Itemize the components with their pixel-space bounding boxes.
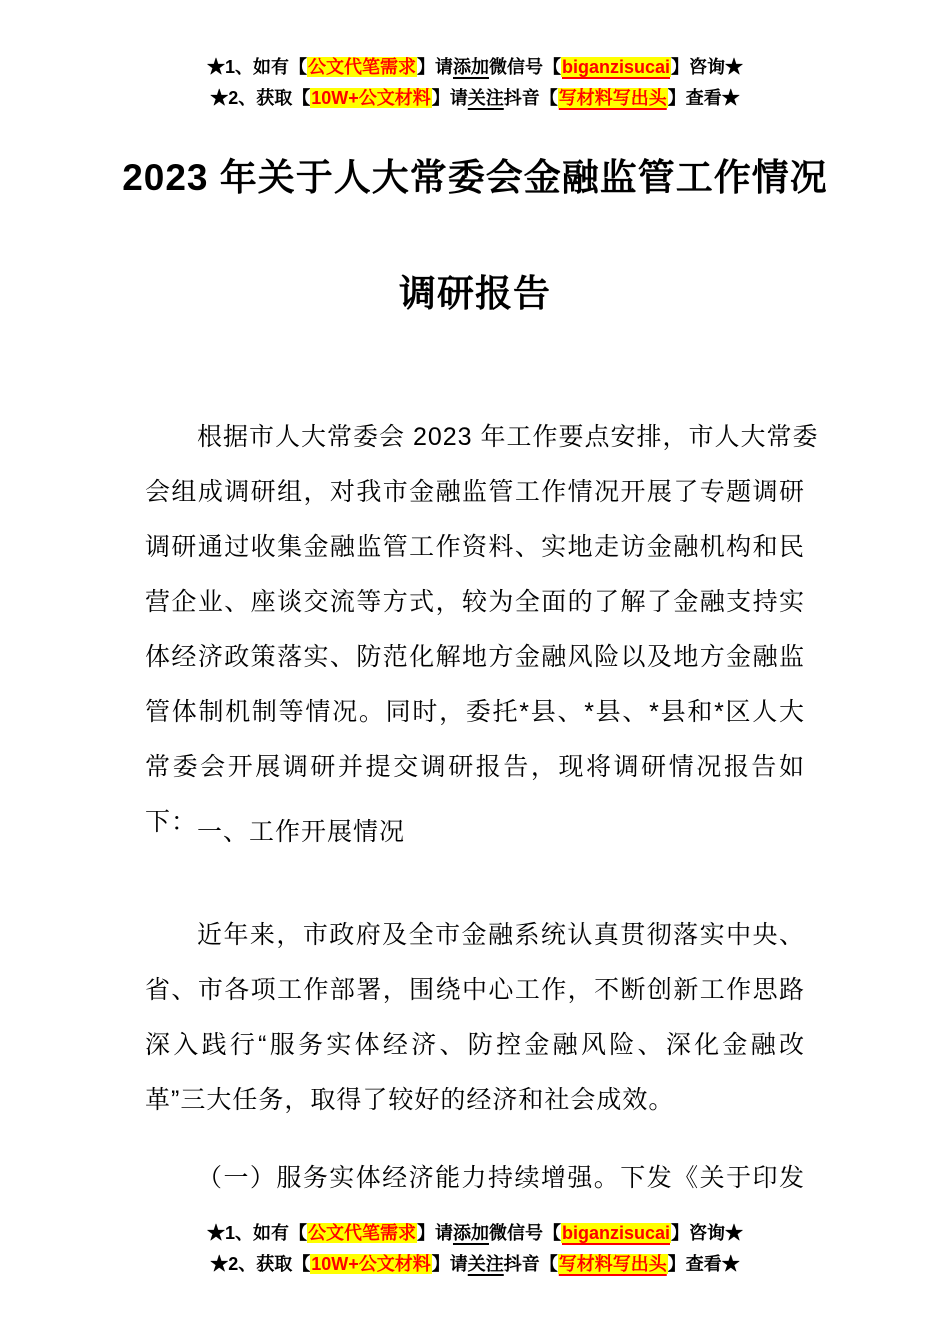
section-heading-1: 一、工作开展情况 [197,818,406,846]
douyin-name-highlight: 写材料写出头 [558,88,667,108]
promo-mid: 抖音【 [503,1254,558,1274]
body-line: （一）服务实体经济能力持续增强。下发《关于印发 [197,1164,805,1192]
paragraph-2 [145,908,805,1128]
promo-mid: 】请 [431,88,468,108]
body-line: 调研通过收集金融监管工作资料、实地走访金融机构和民 [145,533,805,561]
promo-mid: 微信号【 [488,1223,561,1243]
promo-suffix: 】咨询★ [671,1223,744,1243]
body-line: 革”三大任务，取得了较好的经济和社会成效。 [145,1086,675,1114]
promo-suffix: 】咨询★ [671,57,744,77]
material-keyword-highlight: 10W+公文材料 [311,88,431,108]
header-promo-line-2 [0,83,950,114]
promo-prefix: ★1、如有【 [206,1223,307,1243]
promo-prefix: ★2、获取【 [210,88,311,108]
promo-mid: 抖音【 [503,88,558,108]
promo-mid: 】请 [416,57,453,77]
body-line: 营企业、座谈交流等方式，较为全面的了解了金融支持实 [145,588,805,616]
body-line: 会组成调研组，对我市金融监管工作情况开展了专题调研 [145,478,805,506]
doc-title-line-1: 2023 年关于人大常委会金融监管工作情况 [122,157,828,198]
body-line: 根据市人大常委会 2023 年工作要点安排，市人大常委 [197,423,819,451]
service-keyword-highlight: 公文代笔需求 [307,57,416,77]
footer-promo-line-1 [0,1218,950,1249]
follow-action-underline: 关注 [467,1254,504,1274]
promo-mid: 微信号【 [488,57,561,77]
add-action-underline: 添加 [452,57,489,77]
paragraph-3 [145,1151,805,1206]
footer-promo-line-2 [0,1249,950,1280]
body-line: 管体制机制等情况。同时，委托*县、*县、*县和*区人大 [145,698,805,726]
add-action-underline: 添加 [452,1223,489,1243]
wechat-id-highlight: biganzisucai [561,57,671,77]
promo-suffix: 】查看★ [667,1254,740,1274]
promo-prefix: ★2、获取【 [210,1254,311,1274]
header-promo [0,0,950,114]
header-promo-line-1 [0,52,950,83]
body-line: 深入践行“服务实体经济、防控金融风险、深化金融改 [145,1031,805,1059]
promo-mid: 】请 [416,1223,453,1243]
promo-mid: 】请 [431,1254,468,1274]
service-keyword-highlight: 公文代笔需求 [307,1223,416,1243]
document-body [0,410,950,1206]
body-line: 省、市各项工作部署，围绕中心工作，不断创新工作思路 [145,976,805,1004]
body-line: 常委会开展调研并提交调研报告，现将调研情况报告如下： [145,753,805,836]
douyin-name-highlight: 写材料写出头 [558,1254,667,1274]
doc-title-line-2: 调研报告 [399,273,551,314]
body-line: 近年来，市政府及全市金融系统认真贯彻落实中央、 [197,921,805,949]
footer-promo [0,1218,950,1280]
material-keyword-highlight: 10W+公文材料 [311,1254,431,1274]
promo-prefix: ★1、如有【 [206,57,307,77]
follow-action-underline: 关注 [467,88,504,108]
body-line: 体经济政策落实、防范化解地方金融风险以及地方金融监 [145,643,805,671]
promo-suffix: 】查看★ [667,88,740,108]
wechat-id-highlight: biganzisucai [561,1223,671,1243]
